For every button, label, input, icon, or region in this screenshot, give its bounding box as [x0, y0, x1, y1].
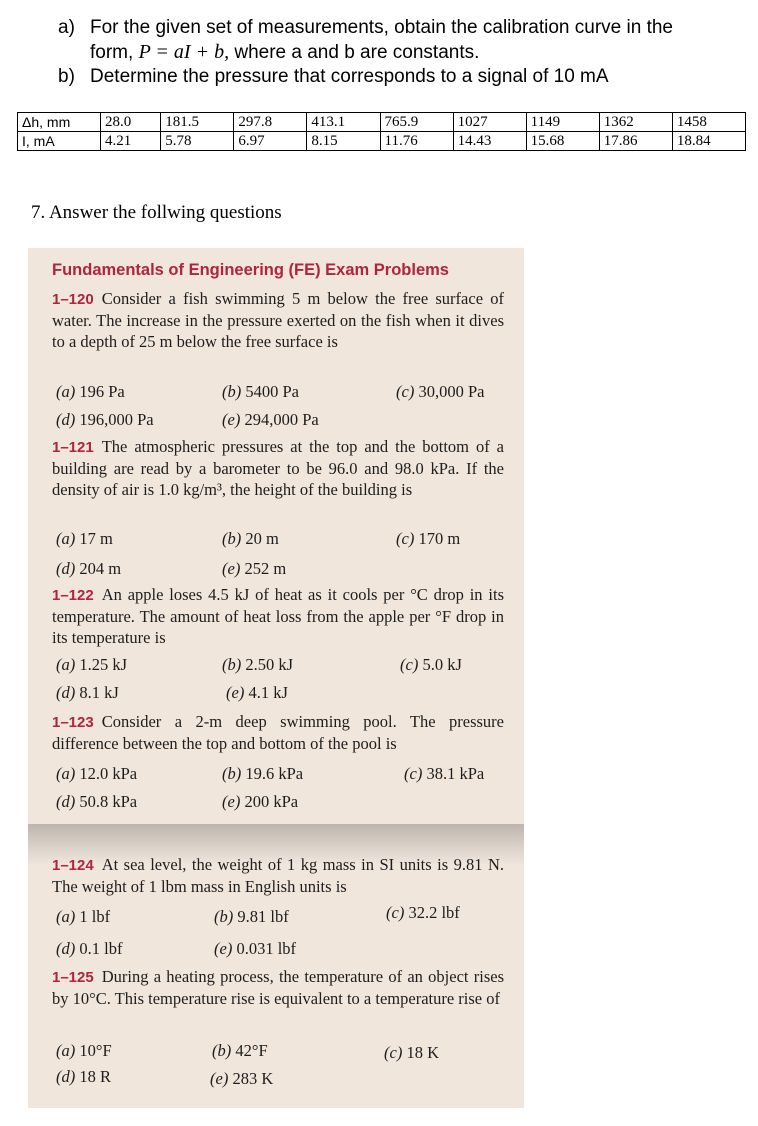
row-header-dh: Δh, mm	[18, 113, 101, 132]
choice-d: (d) 8.1 kJ	[56, 683, 119, 702]
table-row-current	[18, 132, 746, 151]
choice-c: (c) 32.2 lbf	[386, 903, 460, 922]
question-a-line2	[58, 40, 673, 65]
table-cell: 1027	[453, 113, 526, 132]
question-b-text: Determine the pressure that corresponds to a signal of 10 mA	[90, 66, 609, 87]
question-7-heading: 7. Answer the follwing questions	[31, 202, 282, 223]
problem-number: 1–122	[52, 587, 94, 604]
choice-a: (a) 12.0 kPa	[56, 764, 138, 783]
question-list	[58, 16, 673, 89]
choice-d: (d) 196,000 Pa	[56, 410, 154, 429]
choice-c: (c) 5.0 kJ	[400, 655, 462, 674]
choice-b: (b) 9.81 lbf	[214, 907, 289, 926]
question-a-prefix: form,	[90, 42, 134, 63]
problem-1-121	[52, 436, 504, 500]
choice-b: (b) 5400 Pa	[222, 382, 299, 401]
choice-d: (d) 50.8 kPa	[56, 792, 138, 811]
problem-number: 1–123	[52, 714, 94, 731]
problem-text: Consider a fish swimming 5 m below the free surface of water. The increase in the pressure exerted on the fish when it dives to a depth of 25 m below the free surface is	[52, 289, 504, 351]
choice-c: (c) 38.1 kPa	[404, 764, 485, 783]
choice-b: (b) 19.6 kPa	[222, 764, 304, 783]
choice-c: (c) 30,000 Pa	[396, 382, 485, 401]
row-header-current: I, mA	[18, 132, 101, 151]
table-cell: 181.5	[161, 113, 234, 132]
problem-1-123	[52, 711, 504, 754]
table-cell: 6.97	[234, 132, 307, 151]
choice-e: (e) 252 m	[222, 559, 287, 578]
question-b	[58, 65, 673, 89]
problem-text: An apple loses 4.5 kJ of heat as it cools per °C drop in its temperature. The amount of heat loss from the apple per °F drop in its temperature is	[52, 585, 504, 647]
calibration-formula: P = aI + b,	[138, 41, 230, 63]
problem-number: 1–124	[52, 857, 94, 874]
table-cell: 28.0	[101, 113, 161, 132]
problem-1-122	[52, 584, 504, 648]
choice-a: (a) 17 m	[56, 529, 113, 548]
table-cell: 5.78	[161, 132, 234, 151]
question-a	[58, 16, 673, 40]
choice-d: (d) 204 m	[56, 559, 122, 578]
problem-1-120	[52, 288, 504, 352]
table-row-dh	[18, 113, 746, 132]
textbook-photo	[28, 248, 524, 1108]
choice-a: (a) 196 Pa	[56, 382, 125, 401]
table-cell: 15.68	[526, 132, 599, 151]
problem-text: Consider a 2-m deep swimming pool. The pressure difference between the top and bottom of the pool is	[52, 712, 504, 753]
table-cell: 17.86	[599, 132, 672, 151]
choice-b: (b) 42°F	[212, 1041, 268, 1060]
table-cell: 14.43	[453, 132, 526, 151]
table-cell: 18.84	[672, 132, 745, 151]
table-cell: 765.9	[380, 113, 453, 132]
choice-e: (e) 0.031 lbf	[214, 939, 297, 958]
choice-b: (b) 2.50 kJ	[222, 655, 294, 674]
table-cell: 297.8	[234, 113, 307, 132]
choice-a: (a) 1 lbf	[56, 907, 111, 926]
problem-number: 1–121	[52, 439, 94, 456]
table-cell: 413.1	[307, 113, 380, 132]
choice-a: (a) 1.25 kJ	[56, 655, 128, 674]
table-cell: 1458	[672, 113, 745, 132]
question-a-line1: For the given set of measurements, obtain the calibration curve in the	[90, 17, 673, 38]
choice-d: (d) 0.1 lbf	[56, 939, 123, 958]
problem-number: 1–120	[52, 291, 94, 308]
choice-a: (a) 10°F	[56, 1041, 112, 1060]
problem-1-124	[52, 854, 504, 897]
problem-text: During a heating process, the temperature of an object rises by 10°C. This temperature rise is equivalent to a temperature rise of	[52, 967, 504, 1008]
choice-e: (e) 294,000 Pa	[222, 410, 319, 429]
table-cell: 4.21	[101, 132, 161, 151]
problem-text: At sea level, the weight of 1 kg mass in SI units is 9.81 N. The weight of 1 lbm mass in English units is	[52, 855, 504, 896]
table-cell: 1362	[599, 113, 672, 132]
problem-number: 1–125	[52, 969, 94, 986]
question-b-label: b)	[58, 66, 75, 87]
section-title: Fundamentals of Engineering (FE) Exam Problems	[52, 261, 449, 279]
question-a-label: a)	[58, 17, 75, 38]
problem-text: The atmospheric pressures at the top and the bottom of a building are read by a barometer to be 96.0 and 98.0 kPa. If the density of air is 1.0 kg/m³, the height of the building is	[52, 437, 504, 499]
choice-c: (c) 170 m	[396, 529, 461, 548]
table-cell: 8.15	[307, 132, 380, 151]
choice-e: (e) 200 kPa	[222, 792, 299, 811]
choice-b: (b) 20 m	[222, 529, 279, 548]
choice-e: (e) 283 K	[210, 1069, 274, 1088]
table-cell: 11.76	[380, 132, 453, 151]
measurement-table	[17, 112, 746, 151]
choice-d: (d) 18 R	[56, 1067, 112, 1086]
question-a-suffix: where a and b are constants.	[234, 42, 480, 63]
table-cell: 1149	[526, 113, 599, 132]
problem-1-125	[52, 966, 504, 1009]
choice-c: (c) 18 K	[384, 1043, 439, 1062]
choice-e: (e) 4.1 kJ	[226, 683, 288, 702]
